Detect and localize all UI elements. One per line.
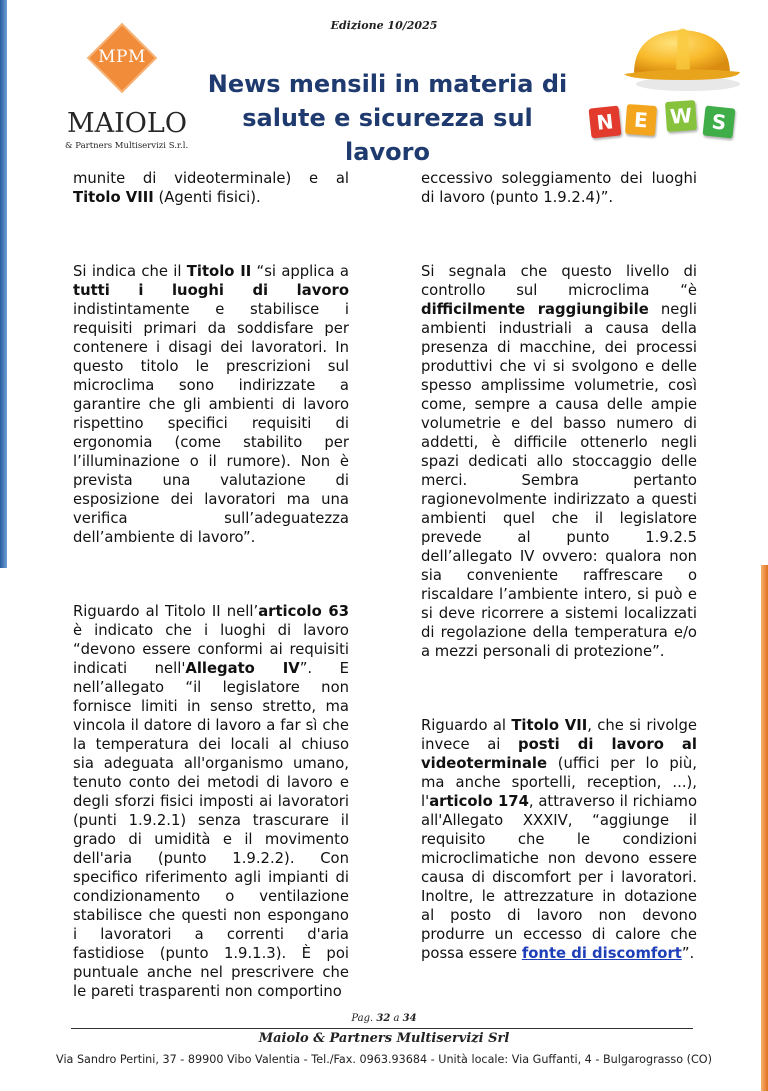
news-letter-blocks — [590, 95, 740, 145]
headline-line-1: News mensili in materia di — [207, 70, 568, 98]
page-number: Pag. 32 a 34 — [351, 1013, 417, 1024]
news-block-s: S — [703, 106, 736, 139]
hard-hat-icon — [620, 22, 745, 94]
left-column — [73, 169, 349, 1001]
footer-address: Via Sandro Pertini, 37 - 89900 Vibo Valentia - Tel./Fax. 0963.93684 - Unità locale: Via Guffanti, 4 - Bulgarograsso (CO) — [56, 1053, 712, 1066]
logo-diamond — [89, 25, 155, 91]
edition-label: Edizione 10/2025 — [330, 19, 438, 32]
right-paragraph-3: Riguardo al Titolo VII, che si rivolge invece ai posti di lavoro al videoterminale (uffici per lo più, ma anche sportelli, reception, ...), l'articolo 174, attraverso il richiamo all'Allegato XXXIV, “aggiunge il requisito che le condizioni microclimatiche non devono essere causa di discomfort per i lavoratori. Inoltre, le attrezzature in dotazione al posto di lavoro non devono produrre un eccesso di calore che possa essere fonte di discomfort”. — [421, 717, 697, 962]
page-headline — [205, 67, 570, 169]
footer-divider — [71, 1028, 693, 1029]
headline-line-2: salute e sicurezza sul lavoro — [242, 104, 533, 166]
left-paragraph-2: Si indica che il Titolo II “si applica a tutti i luoghi di lavoro indistintamente e stabilisce i requisiti primari da soddisfare per contenere i disagi dei lavoratori. In questo titolo le prescrizioni sul microclima sono indirizzate a garantire che gli ambienti di lavoro rispettino specifici requisiti di ergonomia (come stabilito per l’illuminazione o il rumore). Non è prevista una valutazione di esposizione dei lavoratori ma una verifica sull’adeguatezza dell’ambiente di lavoro”. — [73, 263, 349, 546]
news-block-e: E — [625, 104, 657, 136]
news-block-w: W — [665, 100, 697, 132]
left-paragraph-1: munite di videoterminale) e al Titolo VIII (Agenti fisici). — [73, 170, 349, 206]
news-block-n: N — [589, 106, 622, 139]
left-decorative-bar — [0, 0, 7, 568]
logo-subtitle: & Partners Multiservizi S.r.l. — [65, 141, 189, 151]
left-paragraph-3: Riguardo al Titolo II nell’articolo 63 è indicato che i luoghi di lavoro “devono essere conformi ai requisiti indicati nell'Allegato IV”. E nell’allegato “il legislatore non fornisce limiti in senso stretto, ma vincola il datore di lavoro a far sì che la temperatura dei locali al chiuso sia adeguata all'organismo umano, tenuto conto dei metodi di lavoro e degli sforzi fisici imposti ai lavoratori (punti 1.9.2.1) senza trascurare il grado di umidità e il movimento dell'aria (punto 1.9.2.2). Con specifico riferimento agli impianti di condizionamento o ventilazione stabilisce che questi non espongano i lavoratori a correnti d'aria fastidiose (punto 1.9.1.3). È poi puntuale anche nel prescrivere che le pareti trasparenti non comportino — [73, 603, 349, 1000]
right-column — [421, 169, 697, 963]
discomfort-link[interactable]: fonte di discomfort — [521, 945, 682, 962]
logo-name: MAIOLO — [66, 108, 187, 139]
right-paragraph-2: Si segnala che questo livello di controllo sul microclima “è difficilmente raggiungibile negli ambienti industriali a causa della presenza di macchine, dei processi produttivi che vi si svolgono e delle spesso amplissime volumetrie, così come, sempre a causa delle ampie volumetrie e del basso numero di addetti, è difficile ottenerlo negli spazi dedicati allo stoccaggio delle merci. Sembra pertanto ragionevolmente indirizzato a questi ambienti quel che il legislatore prevede al punto 1.9.2.5 dell’allegato IV ovvero: qualora non sia conveniente raffrescare o riscaldare l’ambiente intero, si può e si deve ricorrere a sistemi localizzati di regolazione della temperatura e/o a mezzi personali di protezione”. — [421, 263, 697, 660]
logo-monogram: MPM — [98, 47, 146, 67]
right-paragraph-1: eccessivo soleggiamento dei luoghi di lavoro (punto 1.9.2.4)”. — [421, 170, 697, 206]
footer-company-name: Maiolo & Partners Multiservizi Srl — [258, 1031, 510, 1046]
company-logo — [62, 22, 192, 152]
